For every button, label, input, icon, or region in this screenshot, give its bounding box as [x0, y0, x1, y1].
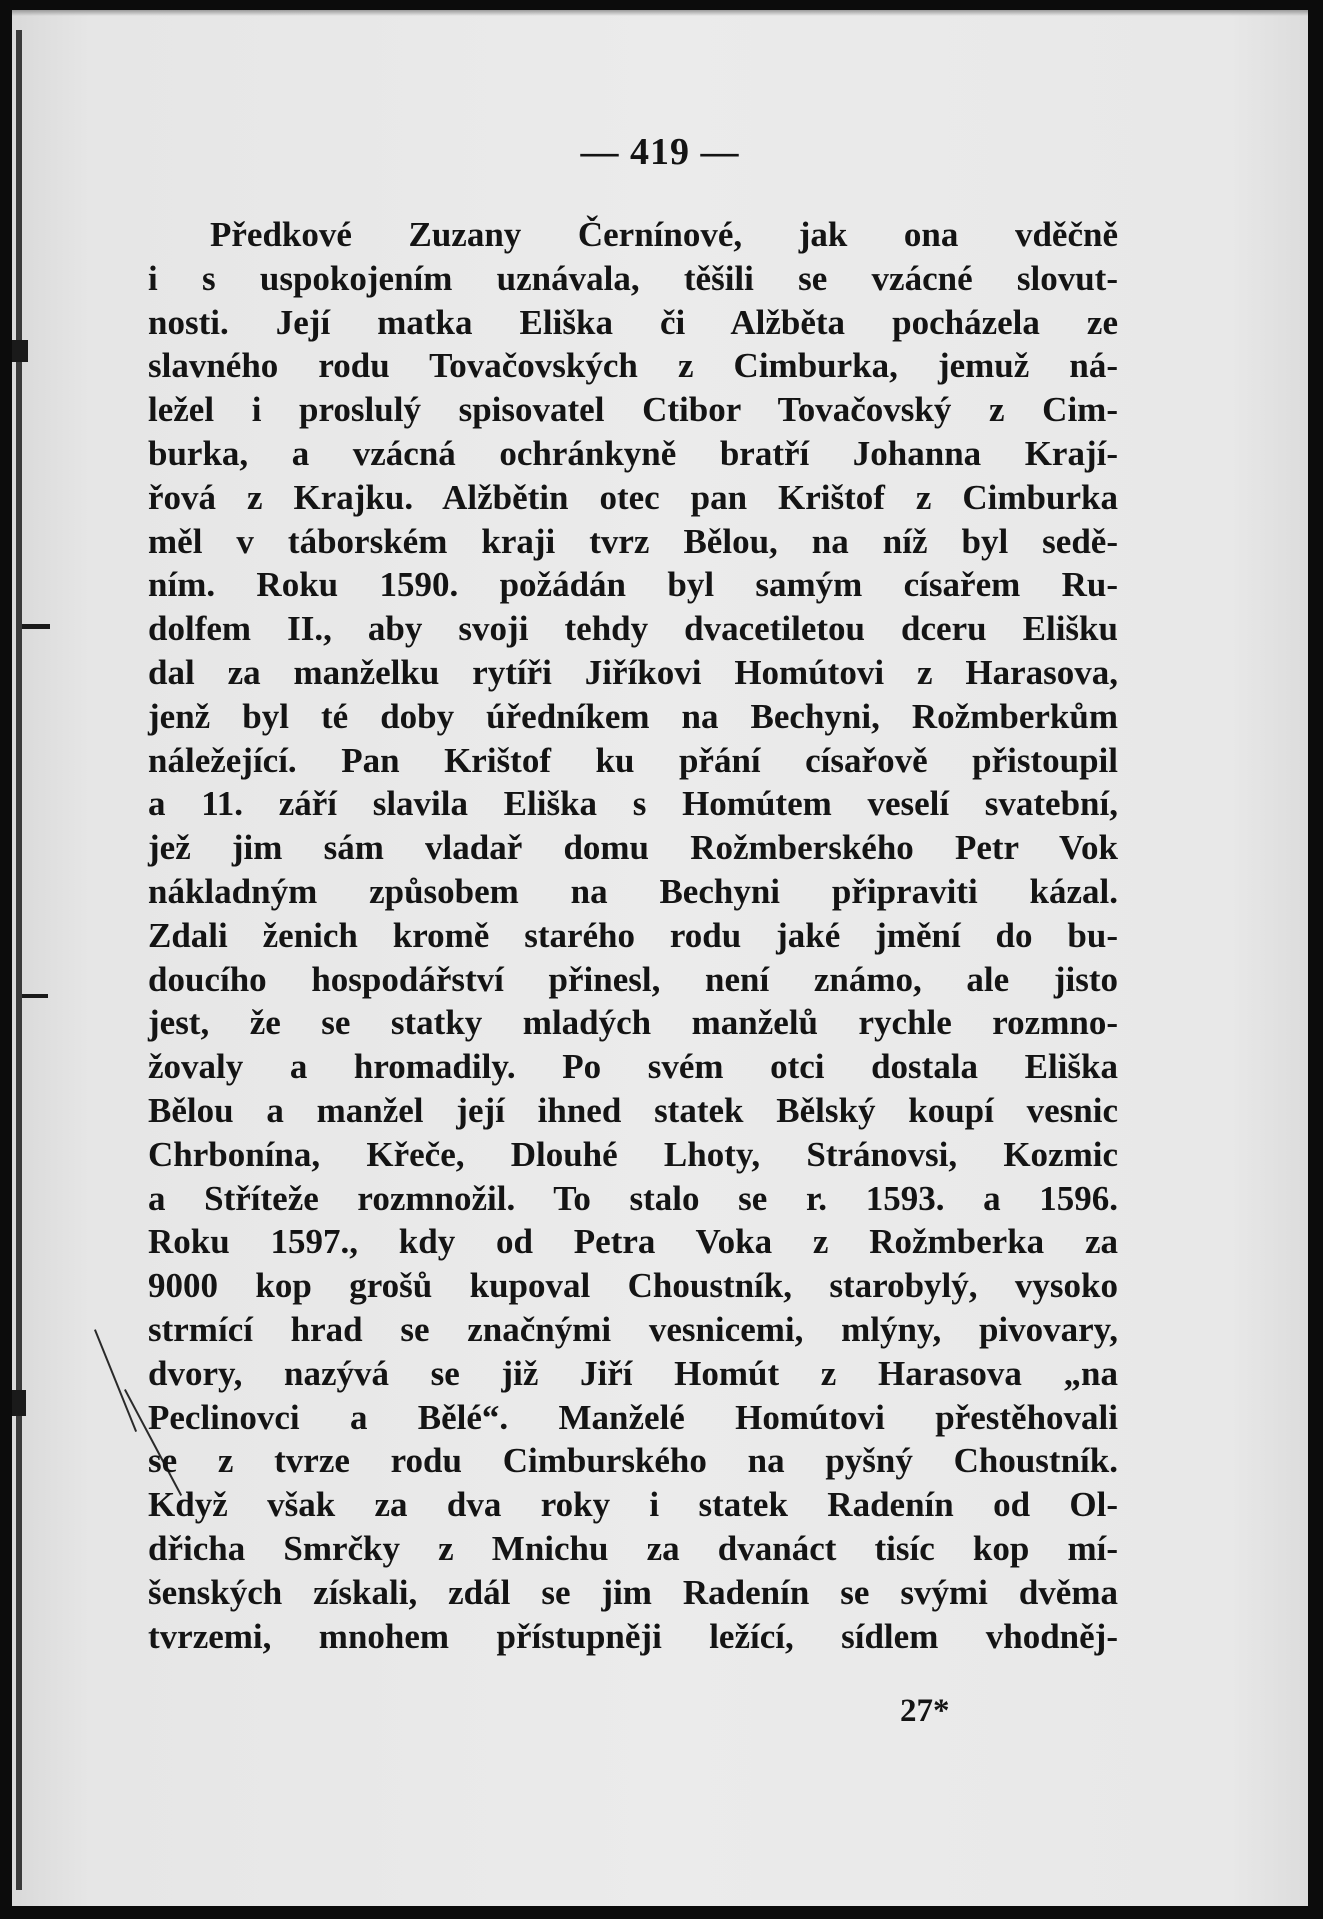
- text-line: a 11. září slavila Eliška s Homútem veselí svatební,: [148, 784, 1118, 824]
- text-line: ležel i proslulý spisovatel Ctibor Tovačovský z Cim-: [148, 390, 1118, 430]
- text-line: burka, a vzácná ochránkyně bratří Johanna Krají-: [148, 433, 1118, 473]
- text-line: doucího hospodářství přinesl, není známo, ale jisto: [148, 959, 1118, 999]
- text-line: i s uspokojením uznávala, těšili se vzácné slovut-: [148, 258, 1118, 298]
- text-line: jež jim sám vladař domu Rožmberského Petr Vok: [148, 828, 1118, 868]
- page-scratch: [94, 1329, 137, 1432]
- text-line: Když však za dva roky i statek Radenín od Ol-: [148, 1485, 1118, 1525]
- text-line: nákladným způsobem na Bechyni připraviti kázal.: [148, 871, 1118, 911]
- binding-mark: [12, 340, 28, 362]
- text-line: dolfem II., aby svoji tehdy dvacetiletou dceru Elišku: [148, 609, 1118, 649]
- text-line: se z tvrze rodu Cimburského na pyšný Choustník.: [148, 1441, 1118, 1481]
- text-line: tvrzemi, mnohem přístupněji ležící, sídlem vhodněj-: [148, 1616, 1118, 1656]
- text-line: Bělou a manžel její ihned statek Bělský koupí vesnic: [148, 1090, 1118, 1130]
- text-line: dal za manželku rytíři Jiříkovi Homútovi z Harasova,: [148, 652, 1118, 692]
- binding-mark: [22, 994, 48, 998]
- text-line: řová z Krajku. Alžbětin otec pan Krištof z Cimburka: [148, 477, 1118, 517]
- text-line: ním. Roku 1590. požádán byl samým císařem Ru-: [148, 565, 1118, 605]
- text-line: náležející. Pan Krištof ku přání císařově přistoupil: [148, 740, 1118, 780]
- text-line: nosti. Její matka Eliška či Alžběta pocházela ze: [148, 302, 1118, 342]
- text-line: a Stříteže rozmnožil. To stalo se r. 1593. a 1596.: [148, 1178, 1118, 1218]
- text-line: dřicha Smrčky z Mnichu za dvanáct tisíc kop mí-: [148, 1528, 1118, 1568]
- text-line: 9000 kop grošů kupoval Choustník, starobylý, vysoko: [148, 1266, 1118, 1306]
- text-line: Zdali ženich kromě starého rodu jaké jmění do bu-: [148, 915, 1118, 955]
- body-text: [148, 213, 1118, 1658]
- text-line: strmící hrad se značnými vesnicemi, mlýny, pivovary,: [148, 1309, 1118, 1349]
- page-number: — 419 —: [580, 131, 740, 173]
- binding-mark: [22, 624, 50, 629]
- text-line: šenských získali, zdál se jim Radenín se svými dvěma: [148, 1572, 1118, 1612]
- binding-mark: [12, 1390, 26, 1416]
- binding-edge: [16, 30, 22, 1890]
- printer-signature: 27*: [900, 1693, 950, 1729]
- text-line: Peclinovci a Bělé“. Manželé Homútovi přestěhovali: [148, 1397, 1118, 1437]
- text-line: Předkové Zuzany Černínové, jak ona vděčně: [210, 215, 1118, 254]
- page-top-shadow: [12, 10, 1308, 16]
- text-line: slavného rodu Tovačovských z Cimburka, jemuž ná-: [148, 346, 1118, 386]
- book-page: [12, 10, 1308, 1906]
- text-line: Chrbonína, Křeče, Dlouhé Lhoty, Stránovsi, Kozmic: [148, 1134, 1118, 1174]
- text-line: dvory, nazývá se již Jiří Homút z Harasova „na: [148, 1353, 1118, 1393]
- text-line: měl v táborském kraji tvrz Bělou, na níž byl sedě-: [148, 521, 1118, 561]
- text-line: Roku 1597., kdy od Petra Voka z Rožmberka za: [148, 1222, 1118, 1262]
- text-line: žovaly a hromadily. Po svém otci dostala Eliška: [148, 1047, 1118, 1087]
- text-line: jenž byl té doby úředníkem na Bechyni, Rožmberkům: [148, 696, 1118, 736]
- text-line: jest, že se statky mladých manželů rychle rozmno-: [148, 1003, 1118, 1043]
